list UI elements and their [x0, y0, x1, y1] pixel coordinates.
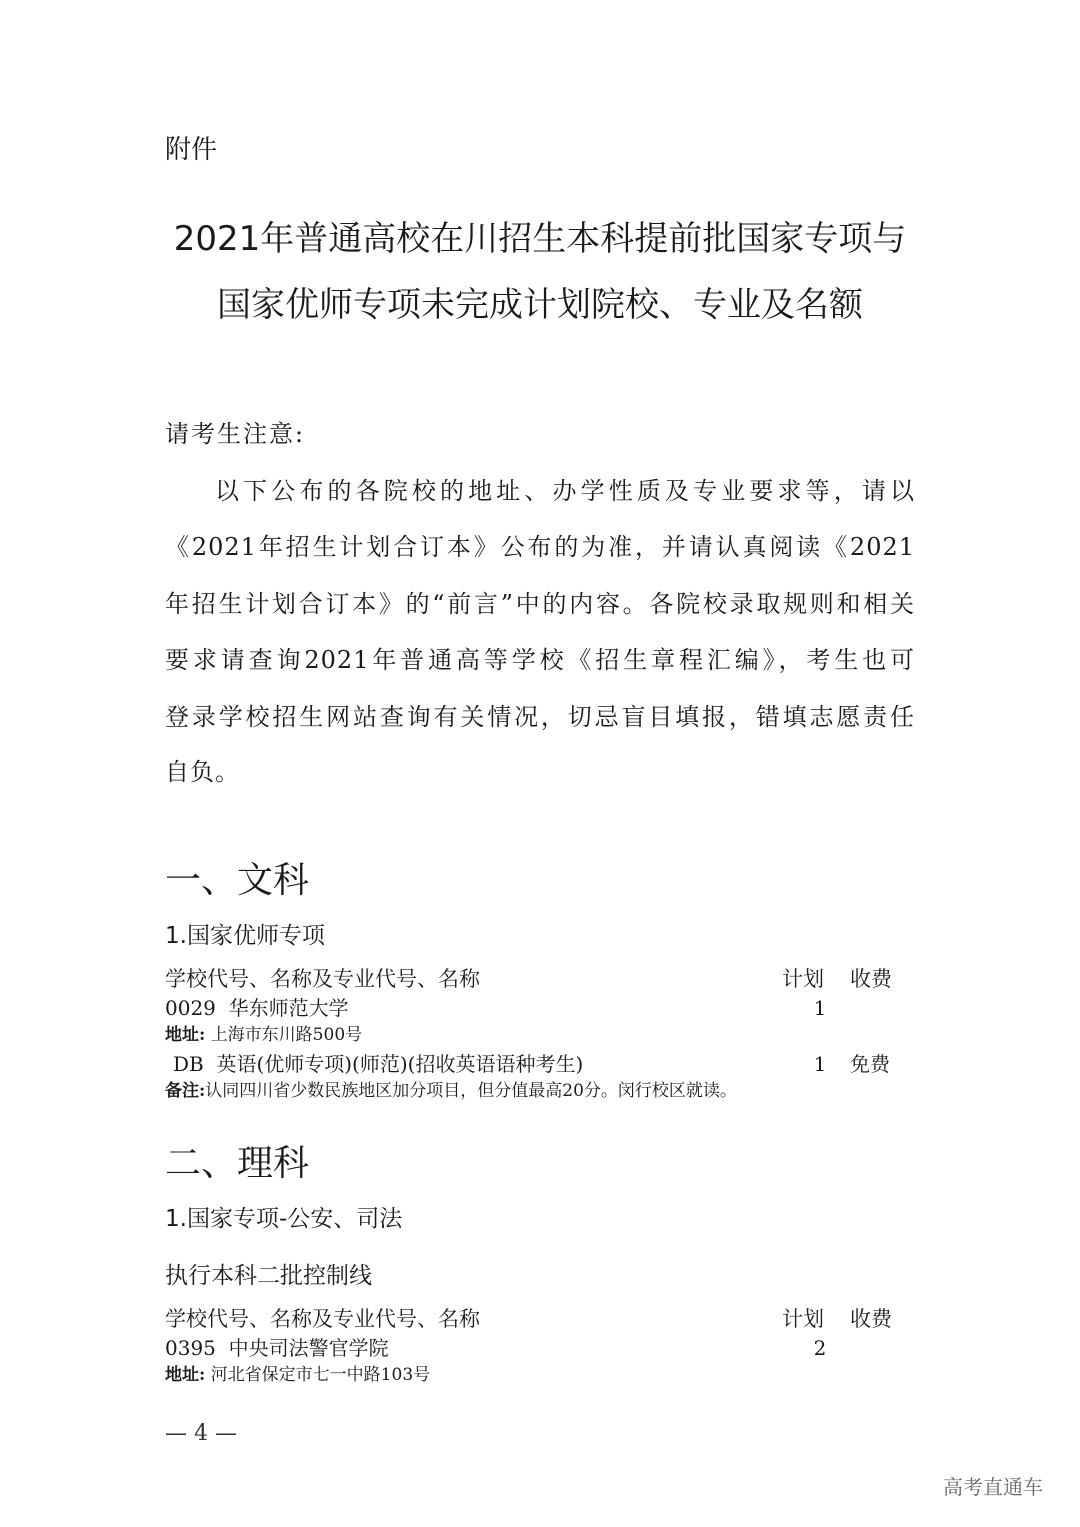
school-address: [165, 1367, 430, 1384]
notice-line: 登录学校招生网站查询有关情况，切忌盲目填报，错填志愿责任: [165, 703, 915, 731]
school-address: [165, 1027, 362, 1044]
school-plan: 1: [813, 996, 827, 1020]
address-value: 上海市东川路500号: [210, 1025, 363, 1045]
section-subheading: 1.国家优师专项: [165, 923, 325, 949]
notice-heading: 请考生注意:: [165, 420, 306, 448]
notice-line: 《2021年招生计划合订本》公布的为准，并请认真阅读《2021: [165, 533, 915, 561]
control-line-note: 执行本科二批控制线: [165, 1263, 372, 1289]
major-name: DB 英语(优师专项)(师范)(招收英语语种考生): [173, 1052, 584, 1076]
notice-line: 年招生计划合订本》的“前言”中的内容。各院校录取规则和相关: [165, 590, 915, 618]
school-plan: 2: [813, 1336, 827, 1360]
remark: [165, 1083, 737, 1100]
address-label: 地址:: [165, 1025, 206, 1045]
page-number: — 4 —: [165, 1421, 237, 1446]
major-plan: 1: [813, 1052, 827, 1076]
school-name: 0029 华东师范大学: [165, 996, 349, 1020]
remark-label: 备注:: [165, 1081, 206, 1101]
section-subheading: 1.国家专项-公安、司法: [165, 1206, 403, 1232]
page-title-line-1: 2021年普通高校在川招生本科提前批国家专项与: [173, 219, 907, 259]
section-heading-like: 二、理科: [165, 1143, 310, 1184]
watermark: 高考直通车: [943, 1475, 1043, 1499]
attachment-label: 附件: [165, 135, 218, 165]
table-header-plan: 计划: [782, 1307, 824, 1331]
table-header-name: 学校代号、名称及专业代号、名称: [165, 967, 480, 991]
remark-text: 认同四川省少数民族地区加分项目，但分值最高20分。闵行校区就读。: [205, 1081, 737, 1101]
section-heading-wenke: 一、文科: [165, 860, 310, 901]
notice-line: 要求请查询2021年普通高等学校《招生章程汇编》，考生也可: [165, 646, 915, 674]
table-header-fee: 收费: [850, 1307, 892, 1331]
address-value: 河北省保定市七一中路103号: [210, 1365, 431, 1385]
page-title-line-2: 国家优师专项未完成计划院校、专业及名额: [217, 285, 863, 325]
table-header-name: 学校代号、名称及专业代号、名称: [165, 1307, 480, 1331]
address-label: 地址:: [165, 1365, 206, 1385]
major-fee: 免费: [850, 1052, 890, 1076]
notice-line: 以下公布的各院校的地址、办学性质及专业要求等，请以: [215, 477, 915, 505]
table-header-fee: 收费: [850, 967, 892, 991]
notice-line: 自负。: [165, 758, 240, 786]
table-header-plan: 计划: [782, 967, 824, 991]
school-name: 0395 中央司法警官学院: [165, 1336, 389, 1360]
